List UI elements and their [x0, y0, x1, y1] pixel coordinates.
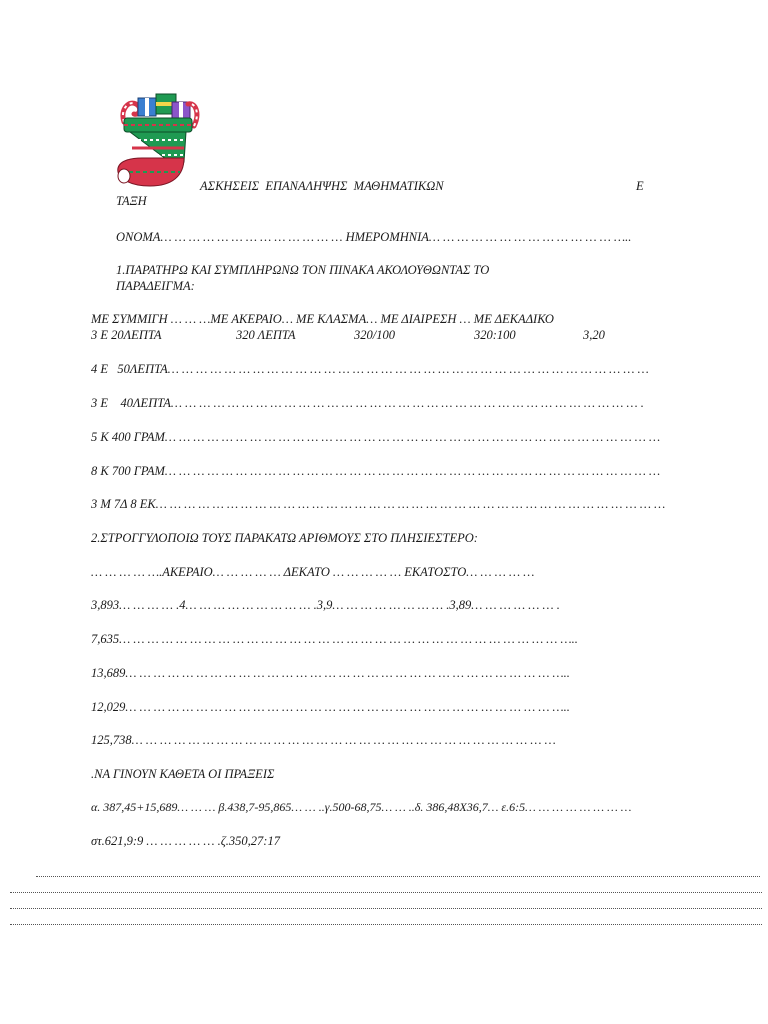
- exercise2-columns: … … … … ….ΑΚΕΡΑΙΟ… … … … … ΔΕΚΑΤΟ … … … … … ΕΚΑΤΟΣΤΟ… … … … …: [91, 565, 535, 579]
- example-division: 320:100: [474, 328, 516, 342]
- answer-line: [10, 892, 762, 893]
- example-integer: 320 ΛΕΠΤΑ: [236, 328, 296, 342]
- name-blank: … … … … … … … … … … … … …: [160, 230, 343, 244]
- exercise3-operations-line2: στ.621,9:9 … … … … … .ζ.350,27:17: [91, 834, 280, 848]
- exercise1-heading-line1: 1.ΠΑΡΑΤΗΡΩ ΚΑΙ ΣΥΜΠΛΗΡΩΝΩ ΤΟΝ ΠΙΝΑΚΑ ΑΚΟΛΟΥΘΩΝΤΑΣ ΤΟ: [116, 263, 490, 277]
- exercise2-heading: 2.ΣΤΡΟΓΓΥΛΟΠΟΙΩ ΤΟΥΣ ΠΑΡΑΚΑΤΩ ΑΡΙΘΜΟΥΣ ΣΤΟ ΠΛΗΣΙΕΣΤΕΡΟ:: [91, 531, 478, 545]
- example-decimal: 3,20: [583, 328, 605, 342]
- exercise1-row: 5 Κ 400 ΓΡΑΜ… … … … … … … … … … … … … … … … … … … … … … … … … … … … … … … … … … …: [91, 430, 661, 444]
- exercise2-row: 12,029… … … … … … … … … … … … … … … … … … … … … … … … … … … … … … …..: [91, 700, 570, 714]
- exercise1-row: 4 Ε 50ΛΕΠΤΑ… … … … … … … … … … … … … … … … … … … … … … … … … … … … … … … … … …: [91, 362, 649, 376]
- exercise1-heading-line2: ΠΑΡΑΔΕΙΓΜΑ:: [116, 279, 195, 293]
- answer-line: [10, 908, 762, 909]
- date-blank: … … … … … … … … … … … … … …..: [428, 230, 632, 244]
- exercise1-table-header: ΜΕ ΣΥΜΜΙΓΗ … … …ΜΕ ΑΚΕΡΑΙΟ… ΜΕ ΚΛΑΣΜΑ… ΜΕ ΔΙΑΙΡΕΣΗ … ΜΕ ΔΕΚΑΔΙΚΟ: [91, 312, 554, 326]
- grade-letter: Ε: [636, 179, 644, 193]
- example-fraction: 320/100: [354, 328, 395, 342]
- exercise3-operations-line1: α. 387,45+15,689… … … β.438,7-95,865… … ..γ.500-68,75… … ..δ. 386,48Χ36,7… ε.6:5… … … … … … … …: [91, 800, 632, 814]
- answer-line: [10, 924, 762, 925]
- christmas-stocking-icon: [110, 92, 206, 192]
- exercise1-row: 8 Κ 700 ΓΡΑΜ… … … … … … … … … … … … … … … … … … … … … … … … … … … … … … … … … … …: [91, 464, 661, 478]
- exercise2-row: 3,893… … … … .4… … … … … … … … … .3,9… … … … … … … … .3,89… … … … … … .: [91, 598, 560, 612]
- date-label: ΗΜΕΡΟΜΗΝΙΑ: [345, 230, 429, 244]
- exercise2-row: 125,738… … … … … … … … … … … … … … … … … … … … … … … … … … … … … …: [91, 733, 556, 747]
- name-label: ΟΝΟΜΑ: [116, 230, 161, 244]
- worksheet-title: ΑΣΚΗΣΕΙΣ ΕΠΑΝΑΛΗΨΗΣ ΜΑΘΗΜΑΤΙΚΩΝ: [200, 179, 444, 193]
- exercise3-heading: .ΝΑ ΓΙΝΟΥΝ ΚΑΘΕΤΑ ΟΙ ΠΡΑΞΕΙΣ: [91, 767, 275, 781]
- exercise1-row: 3 Ε 40ΛΕΠΤΑ… … … … … … … … … … … … … … … … … … … … … … … … … … … … … … … … … .: [91, 396, 644, 410]
- exercise1-row: 3 Μ 7Δ 8 ΕΚ… … … … … … … … … … … … … … … … … … … … … … … … … … … … … … … … … … … …: [91, 497, 666, 511]
- name-line: [116, 230, 631, 244]
- exercise2-row: 7,635… … … … … … … … … … … … … … … … … … … … … … … … … … … … … … … …..: [91, 632, 578, 646]
- example-mixed: 3 Ε 20ΛΕΠΤΑ: [91, 328, 162, 342]
- answer-line: [36, 876, 760, 877]
- grade-word: ΤΑΞΗ: [116, 194, 147, 208]
- exercise2-row: 13,689… … … … … … … … … … … … … … … … … … … … … … … … … … … … … … …..: [91, 666, 570, 680]
